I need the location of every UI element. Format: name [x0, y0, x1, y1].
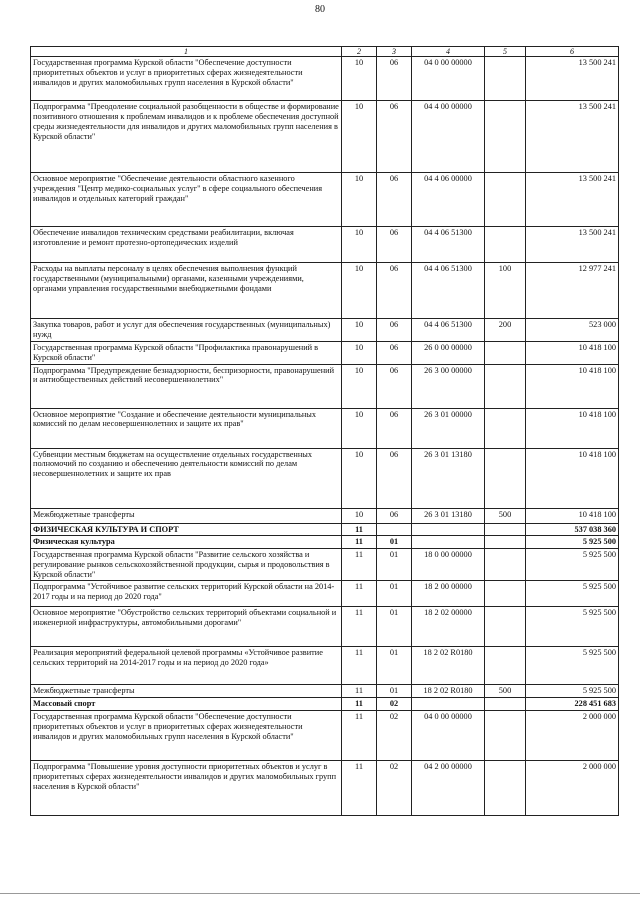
- subsection-cell: 06: [377, 319, 412, 342]
- section-cell: 10: [342, 364, 377, 408]
- table-row: [31, 607, 619, 647]
- target-article-cell: 26 3 01 13180: [412, 448, 485, 508]
- subsection-cell: 01: [377, 581, 412, 607]
- name-cell: Основное мероприятие "Создание и обеспечение деятельности муниципальных комиссий по делам несовершеннолетних и защите их прав": [31, 408, 342, 448]
- section-cell: 10: [342, 448, 377, 508]
- amount-cell: 10 418 100: [526, 364, 619, 408]
- table-row: [31, 536, 619, 549]
- target-article-cell: [412, 698, 485, 711]
- amount-cell: 10 418 100: [526, 408, 619, 448]
- expense-type-cell: 500: [485, 508, 526, 523]
- header-col-6: 6: [526, 47, 619, 57]
- target-article-cell: 18 2 02 R0180: [412, 685, 485, 698]
- name-cell: Закупка товаров, работ и услуг для обеспечения государственных (муниципальных) нужд: [31, 319, 342, 342]
- name-cell: Основное мероприятие "Обеспечение деятельности областного казенного учреждения "Центр медико-социальных услуг" в сфере социального обеспечения инвалидов и отдельных категорий граждан": [31, 173, 342, 227]
- subsection-cell: 02: [377, 761, 412, 816]
- name-cell: Государственная программа Курской области "Обеспечение доступности приоритетных объектов и услуг в приоритетных сферах жизнедеятельности инвалидов и других маломобильных групп населения в Курской области": [31, 711, 342, 761]
- target-article-cell: [412, 523, 485, 536]
- target-article-cell: 04 0 00 00000: [412, 711, 485, 761]
- name-cell: Реализация мероприятий федеральной целевой программы «Устойчивое развитие сельских территорий на 2014-2017 годы и на период до 2020 года»: [31, 647, 342, 685]
- section-cell: 11: [342, 711, 377, 761]
- header-col-2: 2: [342, 47, 377, 57]
- table-row: [31, 364, 619, 408]
- target-article-cell: 04 4 06 51300: [412, 227, 485, 263]
- section-cell: 11: [342, 581, 377, 607]
- target-article-cell: 18 2 02 00000: [412, 607, 485, 647]
- table-row: [31, 508, 619, 523]
- subsection-cell: 06: [377, 448, 412, 508]
- table-header-row: [31, 47, 619, 57]
- subsection-cell: 01: [377, 647, 412, 685]
- amount-cell: 5 925 500: [526, 647, 619, 685]
- subsection-cell: 06: [377, 227, 412, 263]
- name-cell: Межбюджетные трансферты: [31, 508, 342, 523]
- expense-type-cell: [485, 647, 526, 685]
- section-cell: 10: [342, 57, 377, 101]
- target-article-cell: 18 2 00 00000: [412, 581, 485, 607]
- section-cell: 10: [342, 263, 377, 319]
- subsection-cell: 01: [377, 607, 412, 647]
- subsection-cell: [377, 523, 412, 536]
- name-cell: Государственная программа Курской области "Обеспечение доступности приоритетных объектов и услуг в приоритетных сферах жизнедеятельности инвалидов и других маломобильных групп населения в Курской области": [31, 57, 342, 101]
- expense-type-cell: [485, 761, 526, 816]
- amount-cell: 13 500 241: [526, 227, 619, 263]
- amount-cell: 2 000 000: [526, 711, 619, 761]
- table-row: [31, 101, 619, 173]
- section-cell: 10: [342, 342, 377, 365]
- table-row: [31, 698, 619, 711]
- table-row: [31, 523, 619, 536]
- table-row: [31, 581, 619, 607]
- subsection-cell: 06: [377, 508, 412, 523]
- expense-type-cell: [485, 536, 526, 549]
- amount-cell: 5 925 500: [526, 607, 619, 647]
- table-row: [31, 761, 619, 816]
- section-cell: 10: [342, 408, 377, 448]
- amount-cell: 12 977 241: [526, 263, 619, 319]
- expense-type-cell: [485, 408, 526, 448]
- name-cell: Подпрограмма "Преодоление социальной разобщенности в обществе и формирование позитивного отношения к проблемам инвалидов и к проблеме обеспечения доступной среды жизнедеятельности для инвалидов и других маломобильных групп населения в Курской области": [31, 101, 342, 173]
- target-article-cell: 04 4 06 51300: [412, 263, 485, 319]
- expense-type-cell: [485, 698, 526, 711]
- page-bottom-edge: [0, 893, 640, 894]
- subsection-cell: 06: [377, 57, 412, 101]
- section-cell: 10: [342, 227, 377, 263]
- amount-cell: 5 925 500: [526, 581, 619, 607]
- name-cell: Физическая культура: [31, 536, 342, 549]
- expense-type-cell: [485, 549, 526, 581]
- amount-cell: 523 000: [526, 319, 619, 342]
- name-cell: Обеспечение инвалидов техническим средствами реабилитации, включая изготовление и ремонт протезно-ортопедических изделий: [31, 227, 342, 263]
- name-cell: Подпрограмма "Повышение уровня доступности приоритетных объектов и услуг в приоритетных сферах жизнедеятельности инвалидов и других маломобильных групп населения в Курской области": [31, 761, 342, 816]
- subsection-cell: 06: [377, 173, 412, 227]
- header-col-5: 5: [485, 47, 526, 57]
- header-col-4: 4: [412, 47, 485, 57]
- subsection-cell: 01: [377, 685, 412, 698]
- amount-cell: 13 500 241: [526, 173, 619, 227]
- target-article-cell: 04 2 00 00000: [412, 761, 485, 816]
- amount-cell: 13 500 241: [526, 101, 619, 173]
- expense-type-cell: [485, 173, 526, 227]
- name-cell: Субвенции местным бюджетам на осуществление отдельных государственных полномочий по созданию и обеспечению деятельности комиссий по делам несовершеннолетних и защите их прав: [31, 448, 342, 508]
- table-row: [31, 685, 619, 698]
- amount-cell: 5 925 500: [526, 549, 619, 581]
- amount-cell: 13 500 241: [526, 57, 619, 101]
- section-cell: 10: [342, 319, 377, 342]
- target-article-cell: 26 3 01 00000: [412, 408, 485, 448]
- table-row: [31, 711, 619, 761]
- expense-type-cell: [485, 607, 526, 647]
- target-article-cell: 18 2 02 R0180: [412, 647, 485, 685]
- target-article-cell: 04 4 06 00000: [412, 173, 485, 227]
- name-cell: Межбюджетные трансферты: [31, 685, 342, 698]
- subsection-cell: 06: [377, 364, 412, 408]
- expense-type-cell: [485, 101, 526, 173]
- expense-type-cell: [485, 227, 526, 263]
- section-cell: 11: [342, 647, 377, 685]
- name-cell: Основное мероприятие "Обустройство сельских территорий объектами социальной и инженерной инфраструктуры, автомобильными дорогами": [31, 607, 342, 647]
- table-row: [31, 263, 619, 319]
- amount-cell: 5 925 500: [526, 536, 619, 549]
- table-row: [31, 173, 619, 227]
- table-row: [31, 448, 619, 508]
- subsection-cell: 02: [377, 698, 412, 711]
- subsection-cell: 06: [377, 408, 412, 448]
- table-row: [31, 342, 619, 365]
- name-cell: Массовый спорт: [31, 698, 342, 711]
- subsection-cell: 06: [377, 101, 412, 173]
- subsection-cell: 06: [377, 342, 412, 365]
- amount-cell: 537 038 360: [526, 523, 619, 536]
- subsection-cell: 01: [377, 549, 412, 581]
- amount-cell: 10 418 100: [526, 508, 619, 523]
- expense-type-cell: [485, 342, 526, 365]
- section-cell: 10: [342, 101, 377, 173]
- expense-type-cell: 100: [485, 263, 526, 319]
- table-row: [31, 57, 619, 101]
- expense-type-cell: [485, 448, 526, 508]
- header-col-3: 3: [377, 47, 412, 57]
- amount-cell: 228 451 683: [526, 698, 619, 711]
- target-article-cell: 26 3 01 13180: [412, 508, 485, 523]
- budget-table: [30, 46, 619, 816]
- expense-type-cell: [485, 364, 526, 408]
- amount-cell: 10 418 100: [526, 342, 619, 365]
- name-cell: Государственная программа Курской области "Развитие сельского хозяйства и регулирование рынков сельскохозяйственной продукции, сырья и продовольствия в Курской области": [31, 549, 342, 581]
- section-cell: 10: [342, 173, 377, 227]
- section-cell: 11: [342, 685, 377, 698]
- section-cell: 11: [342, 549, 377, 581]
- target-article-cell: 18 0 00 00000: [412, 549, 485, 581]
- name-cell: Государственная программа Курской области "Профилактика правонарушений в Курской области": [31, 342, 342, 365]
- expense-type-cell: 200: [485, 319, 526, 342]
- expense-type-cell: [485, 523, 526, 536]
- subsection-cell: 02: [377, 711, 412, 761]
- table-row: [31, 549, 619, 581]
- expense-type-cell: [485, 57, 526, 101]
- expense-type-cell: [485, 581, 526, 607]
- table-row: [31, 319, 619, 342]
- target-article-cell: [412, 536, 485, 549]
- subsection-cell: 06: [377, 263, 412, 319]
- section-cell: 11: [342, 607, 377, 647]
- section-cell: 11: [342, 523, 377, 536]
- target-article-cell: 26 0 00 00000: [412, 342, 485, 365]
- page-number: 80: [315, 4, 325, 15]
- header-col-1: 1: [31, 47, 342, 57]
- amount-cell: 2 000 000: [526, 761, 619, 816]
- name-cell: ФИЗИЧЕСКАЯ КУЛЬТУРА И СПОРТ: [31, 523, 342, 536]
- subsection-cell: 01: [377, 536, 412, 549]
- section-cell: 10: [342, 508, 377, 523]
- target-article-cell: 04 4 00 00000: [412, 101, 485, 173]
- table-row: [31, 647, 619, 685]
- amount-cell: 5 925 500: [526, 685, 619, 698]
- name-cell: Расходы на выплаты персоналу в целях обеспечения выполнения функций государственными (муниципальными) органами, казенными учреждениями, органами управления государственными внебюджетными фондами: [31, 263, 342, 319]
- name-cell: Подпрограмма "Устойчивое развитие сельских территорий Курской области на 2014-2017 годы и на период до 2020 года": [31, 581, 342, 607]
- table-row: [31, 227, 619, 263]
- expense-type-cell: [485, 711, 526, 761]
- section-cell: 11: [342, 536, 377, 549]
- amount-cell: 10 418 100: [526, 448, 619, 508]
- section-cell: 11: [342, 761, 377, 816]
- table-row: [31, 408, 619, 448]
- section-cell: 11: [342, 698, 377, 711]
- target-article-cell: 04 0 00 00000: [412, 57, 485, 101]
- expense-type-cell: 500: [485, 685, 526, 698]
- name-cell: Подпрограмма "Предупреждение безнадзорности, беспризорности, правонарушений и антиобщественных действий несовершеннолетних": [31, 364, 342, 408]
- table-body: [31, 57, 619, 816]
- target-article-cell: 04 4 06 51300: [412, 319, 485, 342]
- target-article-cell: 26 3 00 00000: [412, 364, 485, 408]
